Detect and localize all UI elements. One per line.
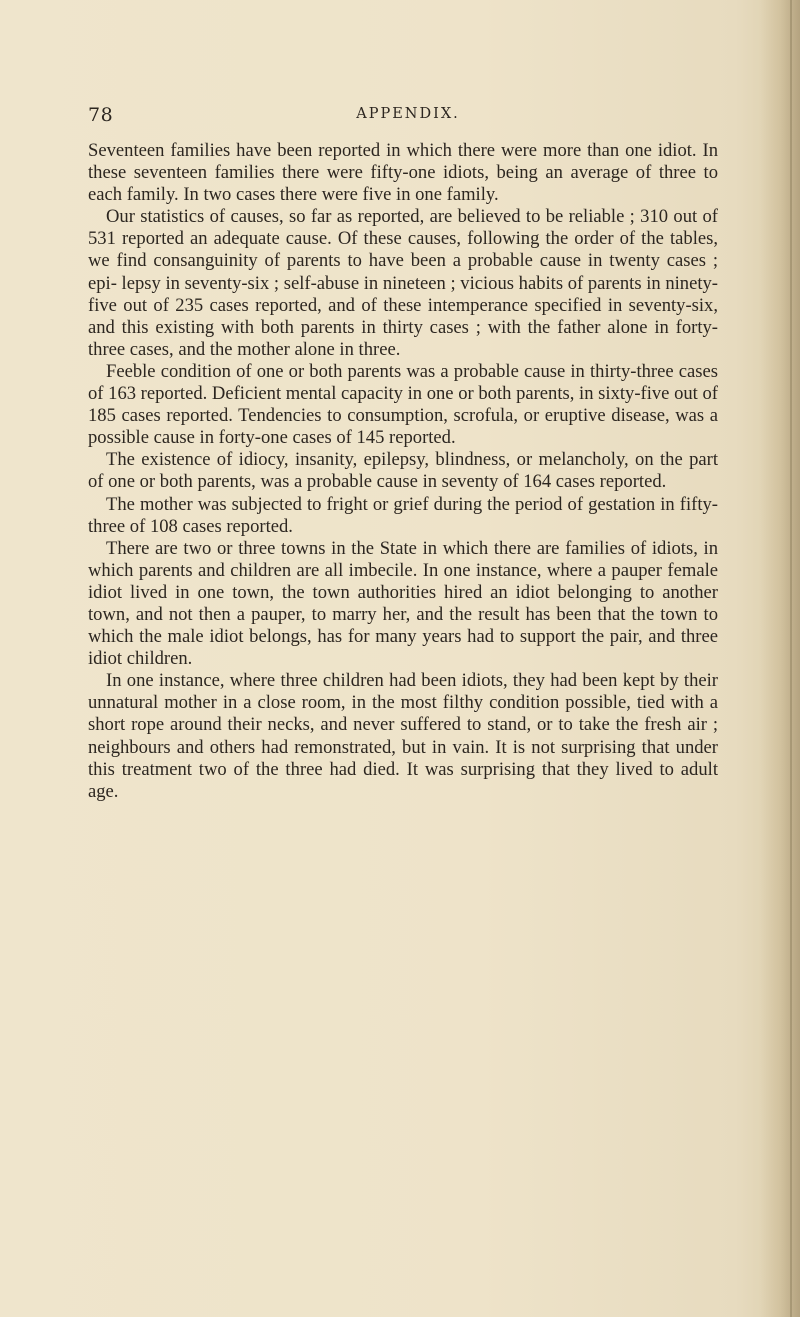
paragraph-families: Seventeen families have been reported in which there were more than one idiot. In these seventeen families there were fifty-one idiots, being an average of three to each family. In two cases there were five in one family. [88,140,718,206]
paragraph-three-children: In one instance, where three children had been idiots, they had been kept by their unnatural mother in a close room, in the most filthy condition possible, tied with a short rope around their necks, and never suffered to stand, or to take the fresh air ; neighbours and others had remonstrated, but in vain. It is not surprising that under this treatment two of the three had died. It was surprising that they lived to adult age. [88,670,718,802]
running-head: APPENDIX. [356,106,460,122]
paragraph-existence-of-idiocy: The existence of idiocy, insanity, epilepsy, blindness, or melancholy, on the part of one or both parents, was a probable cause in seventy of 164 cases reported. [88,449,718,493]
paragraph-mother-fright: The mother was subjected to fright or grief during the period of gestation in fifty-three of 108 cases reported. [88,493,718,537]
paragraph-families-of-idiots: There are two or three towns in the State in which there are families of idiots, in which parents and children are all imbecile. In one instance, where a pauper female idiot lived in one town, the town authorities hired an idiot belonging to another town, and not then a pauper, to marry her, and the result has been that the town to which the male idiot belongs, has for many years had to support the pair, and three idiot children. [88,537,718,670]
page-header [88,104,728,128]
body-text [88,140,718,803]
page-number: 78 [88,104,114,126]
page-edge-shadow [760,0,800,1317]
paragraph-feeble-condition: Feeble condition of one or both parents was a probable cause in thirty-three cases of 163 reported. Deficient mental capacity in one or both parents, in sixty-five out of 185 cases reported. Tendencies to consumption, scrofula, or eruptive disease, was a possible cause in forty-one cases of 145 reported. [88,360,718,449]
paragraph-statistics-of-causes: Our statistics of causes, so far as reported, are believed to be reliable ; 310 out of 531 reported an adequate cause. Of these causes, following the order of the tables, we find consanguinity of parents to have been a probable cause in twenty cases ; epi- lepsy in seventy-six ; self-abuse in nineteen ; vicious habits of parents in ninety-five out of 235 cases reported, and of these intemperance specified in seventy-six, and this existing with both parents in thirty cases ; with the father alone in forty- three cases, and the mother alone in three. [88,206,718,360]
